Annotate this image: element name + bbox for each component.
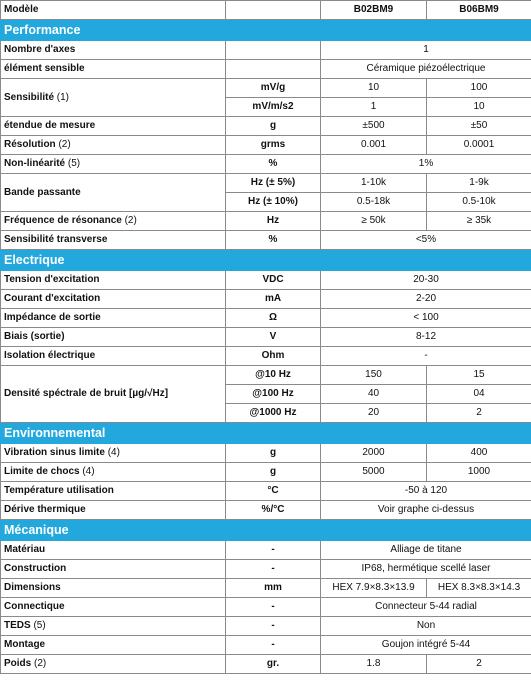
- spec-label: [1, 463, 226, 482]
- spec-value: Céramique piézoélectrique: [321, 60, 531, 79]
- spec-label-text: Bande passante: [4, 186, 81, 198]
- spec-value: -50 à 120: [321, 482, 531, 501]
- spec-label-text: Vibration sinus limite: [4, 447, 105, 458]
- spec-value: 20: [321, 404, 427, 423]
- spec-label-text: Biais (sortie): [4, 331, 65, 342]
- spec-unit: [226, 41, 321, 60]
- section-header-performance: [1, 20, 531, 41]
- spec-unit: g: [226, 463, 321, 482]
- spec-value: 8-12: [321, 328, 531, 347]
- spec-label-text: TEDS: [4, 620, 31, 631]
- spec-label-text: Non-linéarité: [4, 158, 66, 169]
- spec-row: [1, 155, 531, 174]
- spec-label-text: Courant d'excitation: [4, 293, 101, 304]
- spec-label-text: Densité spéctrale de bruit [µg/√Hz]: [4, 388, 169, 399]
- spec-value: 10: [321, 79, 427, 98]
- spec-unit: -: [226, 598, 321, 617]
- spec-value: IP68, hermétique scellé laser: [321, 560, 531, 579]
- spec-value: Connecteur 5-44 radial: [321, 598, 531, 617]
- spec-label-text: Construction: [4, 563, 67, 574]
- spec-row: [1, 501, 531, 520]
- spec-unit: @10 Hz: [226, 366, 321, 385]
- spec-label: [1, 174, 226, 212]
- spec-label-text: Limite de chocs: [4, 466, 80, 477]
- spec-label: [1, 290, 226, 309]
- spec-unit: %: [226, 231, 321, 250]
- spec-label-text: étendue de mesure: [4, 120, 96, 131]
- header-row: [1, 1, 531, 20]
- spec-value: 1-10k: [321, 174, 427, 193]
- spec-value: HEX 7.9×8.3×13.9: [321, 579, 427, 598]
- spec-value: 1-9k: [427, 174, 531, 193]
- spec-row: [1, 617, 531, 636]
- spec-value: 0.5-18k: [321, 193, 427, 212]
- spec-unit: mm: [226, 579, 321, 598]
- spec-label: [1, 541, 226, 560]
- spec-unit: °C: [226, 482, 321, 501]
- spec-value: 1: [321, 98, 427, 117]
- spec-unit: gr.: [226, 655, 321, 674]
- spec-label: [1, 655, 226, 674]
- header-model-label: Modèle: [1, 1, 226, 20]
- spec-row: [1, 174, 531, 193]
- spec-value: ≥ 35k: [427, 212, 531, 231]
- spec-label: [1, 41, 226, 60]
- section-title: Mécanique: [1, 520, 531, 541]
- footnote-ref: (5): [65, 158, 81, 169]
- spec-label: [1, 328, 226, 347]
- spec-row: [1, 560, 531, 579]
- spec-label-text: Tension d'excitation: [4, 274, 100, 285]
- spec-value: 1.8: [321, 655, 427, 674]
- spec-unit: VDC: [226, 271, 321, 290]
- spec-row: [1, 271, 531, 290]
- spec-unit: mV/m/s2: [226, 98, 321, 117]
- spec-label: [1, 347, 226, 366]
- spec-row: [1, 60, 531, 79]
- spec-row: [1, 290, 531, 309]
- spec-row: [1, 366, 531, 385]
- section-title: Electrique: [1, 250, 531, 271]
- footnote-ref: (1): [54, 91, 70, 103]
- spec-value: 1000: [427, 463, 531, 482]
- footnote-ref: (4): [79, 466, 95, 477]
- spec-row: [1, 328, 531, 347]
- spec-label: [1, 136, 226, 155]
- spec-label-text: Température utilisation: [4, 485, 114, 496]
- spec-value: 40: [321, 385, 427, 404]
- spec-label: [1, 117, 226, 136]
- spec-label-text: Fréquence de résonance: [4, 215, 122, 226]
- footnote-ref: (2): [31, 658, 47, 669]
- spec-row: [1, 636, 531, 655]
- spec-value: HEX 8.3×8.3×14.3: [427, 579, 531, 598]
- spec-row: [1, 136, 531, 155]
- footnote-ref: (2): [121, 215, 137, 226]
- spec-row: [1, 482, 531, 501]
- spec-unit: mA: [226, 290, 321, 309]
- spec-unit: g: [226, 444, 321, 463]
- spec-value: < 100: [321, 309, 531, 328]
- spec-unit: Ohm: [226, 347, 321, 366]
- spec-label: [1, 636, 226, 655]
- spec-unit: @1000 Hz: [226, 404, 321, 423]
- spec-value: 2000: [321, 444, 427, 463]
- spec-unit: Hz (± 10%): [226, 193, 321, 212]
- spec-label: [1, 366, 226, 423]
- spec-label-text: élément sensible: [4, 63, 85, 74]
- spec-value: Non: [321, 617, 531, 636]
- spec-label-text: Poids: [4, 658, 32, 669]
- spec-label: [1, 579, 226, 598]
- spec-unit: %: [226, 155, 321, 174]
- spec-value: 0.001: [321, 136, 427, 155]
- spec-unit: g: [226, 117, 321, 136]
- spec-value: 1: [321, 41, 531, 60]
- spec-label-text: Connectique: [4, 601, 65, 612]
- spec-row: [1, 347, 531, 366]
- spec-value: 04: [427, 385, 531, 404]
- spec-row: [1, 41, 531, 60]
- spec-unit: @100 Hz: [226, 385, 321, 404]
- spec-label-text: Dimensions: [4, 582, 61, 593]
- spec-label-text: Matériau: [4, 544, 46, 555]
- spec-value: <5%: [321, 231, 531, 250]
- spec-unit: Hz (± 5%): [226, 174, 321, 193]
- spec-label: [1, 271, 226, 290]
- spec-row: [1, 541, 531, 560]
- spec-label: [1, 231, 226, 250]
- spec-row: [1, 463, 531, 482]
- spec-value: Goujon intégré 5-44: [321, 636, 531, 655]
- spec-label: [1, 444, 226, 463]
- spec-value: 2: [427, 655, 531, 674]
- spec-row: [1, 79, 531, 98]
- spec-row: [1, 655, 531, 674]
- spec-unit: -: [226, 541, 321, 560]
- spec-value: 2: [427, 404, 531, 423]
- spec-label-text: Dérive thermique: [4, 504, 86, 515]
- spec-label: [1, 617, 226, 636]
- spec-unit: %/°C: [226, 501, 321, 520]
- spec-row: [1, 579, 531, 598]
- spec-value: Alliage de titane: [321, 541, 531, 560]
- footnote-ref: (2): [55, 139, 71, 150]
- spec-label-text: Impédance de sortie: [4, 312, 101, 323]
- spec-unit: Ω: [226, 309, 321, 328]
- header-unit: [226, 1, 321, 20]
- spec-unit: -: [226, 617, 321, 636]
- spec-value: ±500: [321, 117, 427, 136]
- spec-label: [1, 560, 226, 579]
- spec-label-text: Sensibilité transverse: [4, 234, 108, 245]
- spec-label: [1, 60, 226, 79]
- spec-value: ≥ 50k: [321, 212, 427, 231]
- section-title: Performance: [1, 20, 531, 41]
- header-model-b: B06BM9: [427, 1, 531, 20]
- spec-value: 20-30: [321, 271, 531, 290]
- spec-unit: [226, 60, 321, 79]
- spec-value: Voir graphe ci-dessus: [321, 501, 531, 520]
- section-header-mecanique: [1, 520, 531, 541]
- footnote-ref: (5): [30, 620, 46, 631]
- spec-label: [1, 598, 226, 617]
- section-header-environnemental: [1, 423, 531, 444]
- spec-label: [1, 309, 226, 328]
- spec-label: [1, 79, 226, 117]
- spec-row: [1, 598, 531, 617]
- spec-label: [1, 155, 226, 174]
- spec-unit: grms: [226, 136, 321, 155]
- spec-label: [1, 212, 226, 231]
- footnote-ref: (4): [104, 447, 120, 458]
- spec-row: [1, 117, 531, 136]
- header-model-a: B02BM9: [321, 1, 427, 20]
- spec-row: [1, 444, 531, 463]
- spec-value: 150: [321, 366, 427, 385]
- spec-table-body: [1, 1, 531, 674]
- spec-label: [1, 482, 226, 501]
- spec-row: [1, 212, 531, 231]
- spec-label: [1, 501, 226, 520]
- spec-value: 5000: [321, 463, 427, 482]
- spec-value: -: [321, 347, 531, 366]
- spec-unit: -: [226, 636, 321, 655]
- spec-unit: Hz: [226, 212, 321, 231]
- spec-row: [1, 231, 531, 250]
- section-header-electrique: [1, 250, 531, 271]
- spec-unit: -: [226, 560, 321, 579]
- spec-row: [1, 309, 531, 328]
- spec-value: 15: [427, 366, 531, 385]
- spec-value: 0.5-10k: [427, 193, 531, 212]
- spec-value: 10: [427, 98, 531, 117]
- section-title: Environnemental: [1, 423, 531, 444]
- spec-value: 400: [427, 444, 531, 463]
- spec-label-text: Isolation électrique: [4, 350, 96, 361]
- spec-value: 2-20: [321, 290, 531, 309]
- spec-value: 100: [427, 79, 531, 98]
- spec-label-text: Nombre d'axes: [4, 44, 76, 55]
- spec-value: 1%: [321, 155, 531, 174]
- spec-unit: mV/g: [226, 79, 321, 98]
- spec-label-text: Sensibilité: [4, 91, 55, 103]
- spec-unit: V: [226, 328, 321, 347]
- spec-label-text: Résolution: [4, 139, 56, 150]
- spec-value: 0.0001: [427, 136, 531, 155]
- spec-value: ±50: [427, 117, 531, 136]
- spec-label-text: Montage: [4, 639, 46, 650]
